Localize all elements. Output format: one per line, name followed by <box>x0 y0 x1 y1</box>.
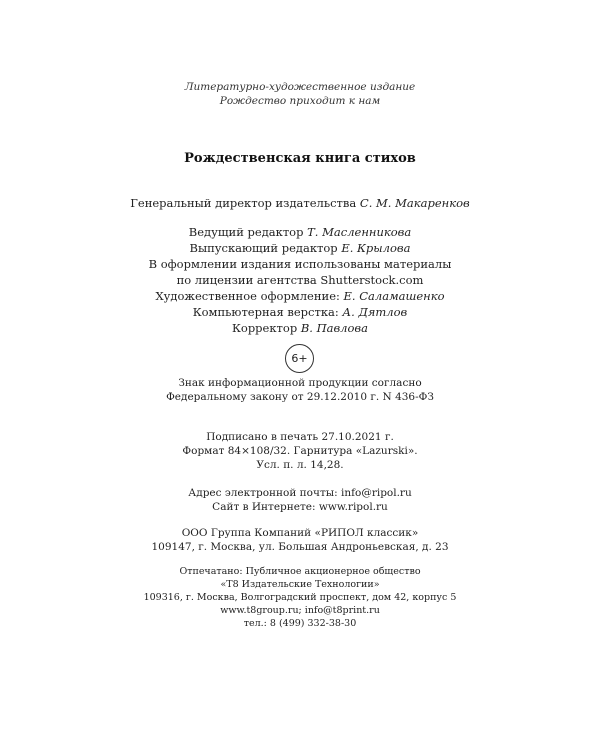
art-design-role: Художественное оформление: <box>155 289 340 303</box>
age-rating-badge: 6+ <box>285 344 314 373</box>
lead-editor-line <box>0 225 600 239</box>
publisher-address: 109147, г. Москва, ул. Большая Андроньевская, д. 23 <box>151 541 449 553</box>
publisher-name: ООО Группа Компаний «РИПОЛ классик» <box>181 527 419 539</box>
director-name: С. М. Макаренков <box>359 196 470 210</box>
print-format: Формат 84×108/32. Гарнитура «Lazurski». <box>182 445 418 457</box>
release-editor-name: Е. Крылова <box>341 241 411 255</box>
printer-line-2: «Т8 Издательские Технологии» <box>220 579 380 590</box>
director-role: Генеральный директор издательства <box>130 196 357 210</box>
art-design-line <box>0 289 600 303</box>
contact-site: Сайт в Интернете: www.ripol.ru <box>212 501 388 513</box>
book-title: Рождественская книга стихов <box>184 151 416 166</box>
layout-role: Компьютерная верстка: <box>192 305 339 319</box>
corrector-line <box>0 321 600 335</box>
release-editor-role: Выпускающий редактор <box>189 241 338 255</box>
art-design-name: Е. Саламашенко <box>343 289 445 303</box>
materials-note-1: В оформлении издания использованы материалы <box>148 257 452 271</box>
series-line-2: Рождество приходит к нам <box>219 95 381 107</box>
age-rating-text-1: Знак информационной продукции согласно <box>178 377 422 389</box>
printer-line-5: тел.: 8 (499) 332-38-30 <box>243 618 357 629</box>
series-line-1: Литературно-художественное издание <box>184 81 416 93</box>
director-line <box>0 196 600 210</box>
lead-editor-name: Т. Масленникова <box>307 225 412 239</box>
corrector-role: Корректор <box>232 321 298 335</box>
layout-line <box>0 305 600 319</box>
materials-note-2: по лицензии агентства Shutterstock.com <box>176 273 424 287</box>
layout-name: А. Дятлов <box>342 305 408 319</box>
contact-email: Адрес электронной почты: info@ripol.ru <box>188 487 412 499</box>
age-rating-text-2: Федеральному закону от 29.12.2010 г. N 436-ФЗ <box>166 391 434 403</box>
corrector-name: В. Павлова <box>300 321 368 335</box>
printer-line-3: 109316, г. Москва, Волгоградский проспект, дом 42, корпус 5 <box>143 592 457 603</box>
printer-line-4: www.t8group.ru; info@t8print.ru <box>220 605 380 616</box>
release-editor-line <box>0 241 600 255</box>
print-signed: Подписано в печать 27.10.2021 г. <box>206 431 394 443</box>
print-sheets: Усл. п. л. 14,28. <box>256 459 344 471</box>
printer-line-1: Отпечатано: Публичное акционерное общество <box>179 566 421 577</box>
lead-editor-role: Ведущий редактор <box>188 225 304 239</box>
